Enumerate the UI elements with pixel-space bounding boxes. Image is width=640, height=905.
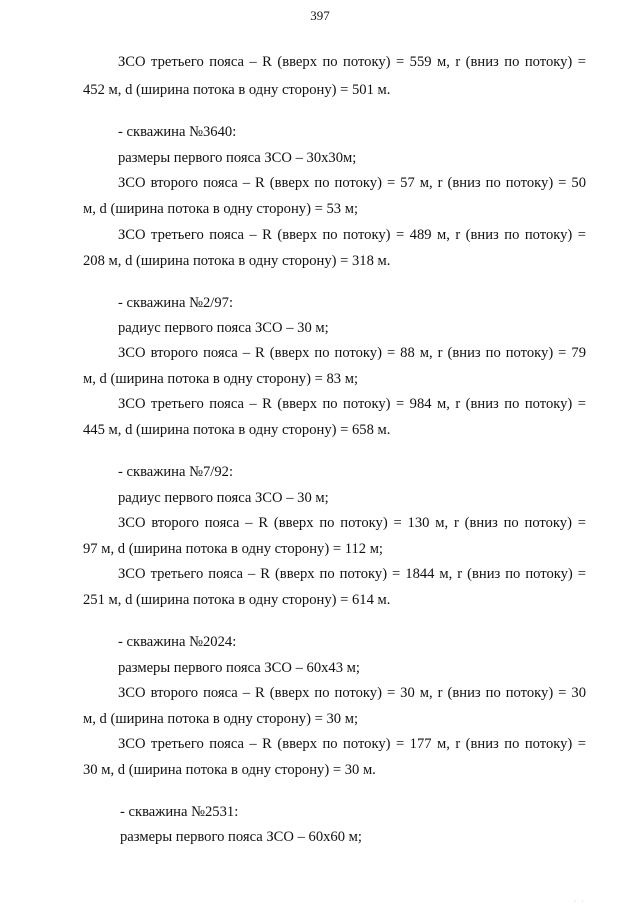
page-number: 397 — [310, 8, 330, 23]
text-line: ЗСО третьего пояса – R (вверх по потоку) = 559 м, r (вниз по потоку) = — [118, 54, 586, 70]
text-line: 208 м, d (ширина потока в одну сторону) = 318 м. — [83, 253, 391, 269]
text-line: ЗСО второго пояса – R (вверх по потоку) = 30 м, r (вниз по потоку) = 30 — [118, 685, 586, 701]
well-heading: - скважина №3640: — [118, 124, 237, 140]
text-line: ЗСО второго пояса – R (вверх по потоку) = 57 м, r (вниз по потоку) = 50 — [118, 175, 586, 191]
text-line: 30 м, d (ширина потока в одну сторону) = 30 м. — [83, 762, 376, 778]
text-line: м, d (ширина потока в одну сторону) = 83 м; — [83, 371, 358, 387]
text-line: ЗСО второго пояса – R (вверх по потоку) = 88 м, r (вниз по потоку) = 79 — [118, 345, 586, 361]
well-heading: - скважина №2/97: — [118, 295, 234, 311]
text-line: радиус первого пояса ЗСО – 30 м; — [118, 320, 329, 336]
well-heading: - скважина №7/92: — [118, 464, 234, 480]
well-heading: - скважина №2024: — [118, 634, 237, 650]
text-line: размеры первого пояса ЗСО – 30х30м; — [118, 150, 357, 166]
text-line: 251 м, d (ширина потока в одну сторону) = 614 м. — [83, 592, 391, 608]
well-heading: - скважина №2531: — [120, 804, 239, 820]
text-line: ЗСО третьего пояса – R (вверх по потоку) = 177 м, r (вниз по потоку) = — [118, 736, 586, 752]
text-line: ЗСО третьего пояса – R (вверх по потоку) = 1844 м, r (вниз по потоку) = — [118, 566, 586, 582]
text-line: размеры первого пояса ЗСО – 60х60 м; — [120, 829, 362, 845]
text-line: м, d (ширина потока в одну сторону) = 53 м; — [83, 201, 358, 217]
text-line: м, d (ширина потока в одну сторону) = 30 м; — [83, 711, 358, 727]
text-line: радиус первого пояса ЗСО – 30 м; — [118, 490, 329, 506]
footer-mark: · · — [574, 899, 586, 905]
text-line: ЗСО третьего пояса – R (вверх по потоку) = 984 м, r (вниз по потоку) = — [118, 396, 586, 412]
text-line: 452 м, d (ширина потока в одну сторону) = 501 м. — [83, 82, 391, 98]
text-line: размеры первого пояса ЗСО – 60х43 м; — [118, 660, 360, 676]
text-line: ЗСО третьего пояса – R (вверх по потоку) = 489 м, r (вниз по потоку) = — [118, 227, 586, 243]
text-line: ЗСО второго пояса – R (вверх по потоку) = 130 м, r (вниз по потоку) = — [118, 515, 586, 531]
text-line: 445 м, d (ширина потока в одну сторону) = 658 м. — [83, 422, 391, 438]
text-line: 97 м, d (ширина потока в одну сторону) = 112 м; — [83, 541, 383, 557]
